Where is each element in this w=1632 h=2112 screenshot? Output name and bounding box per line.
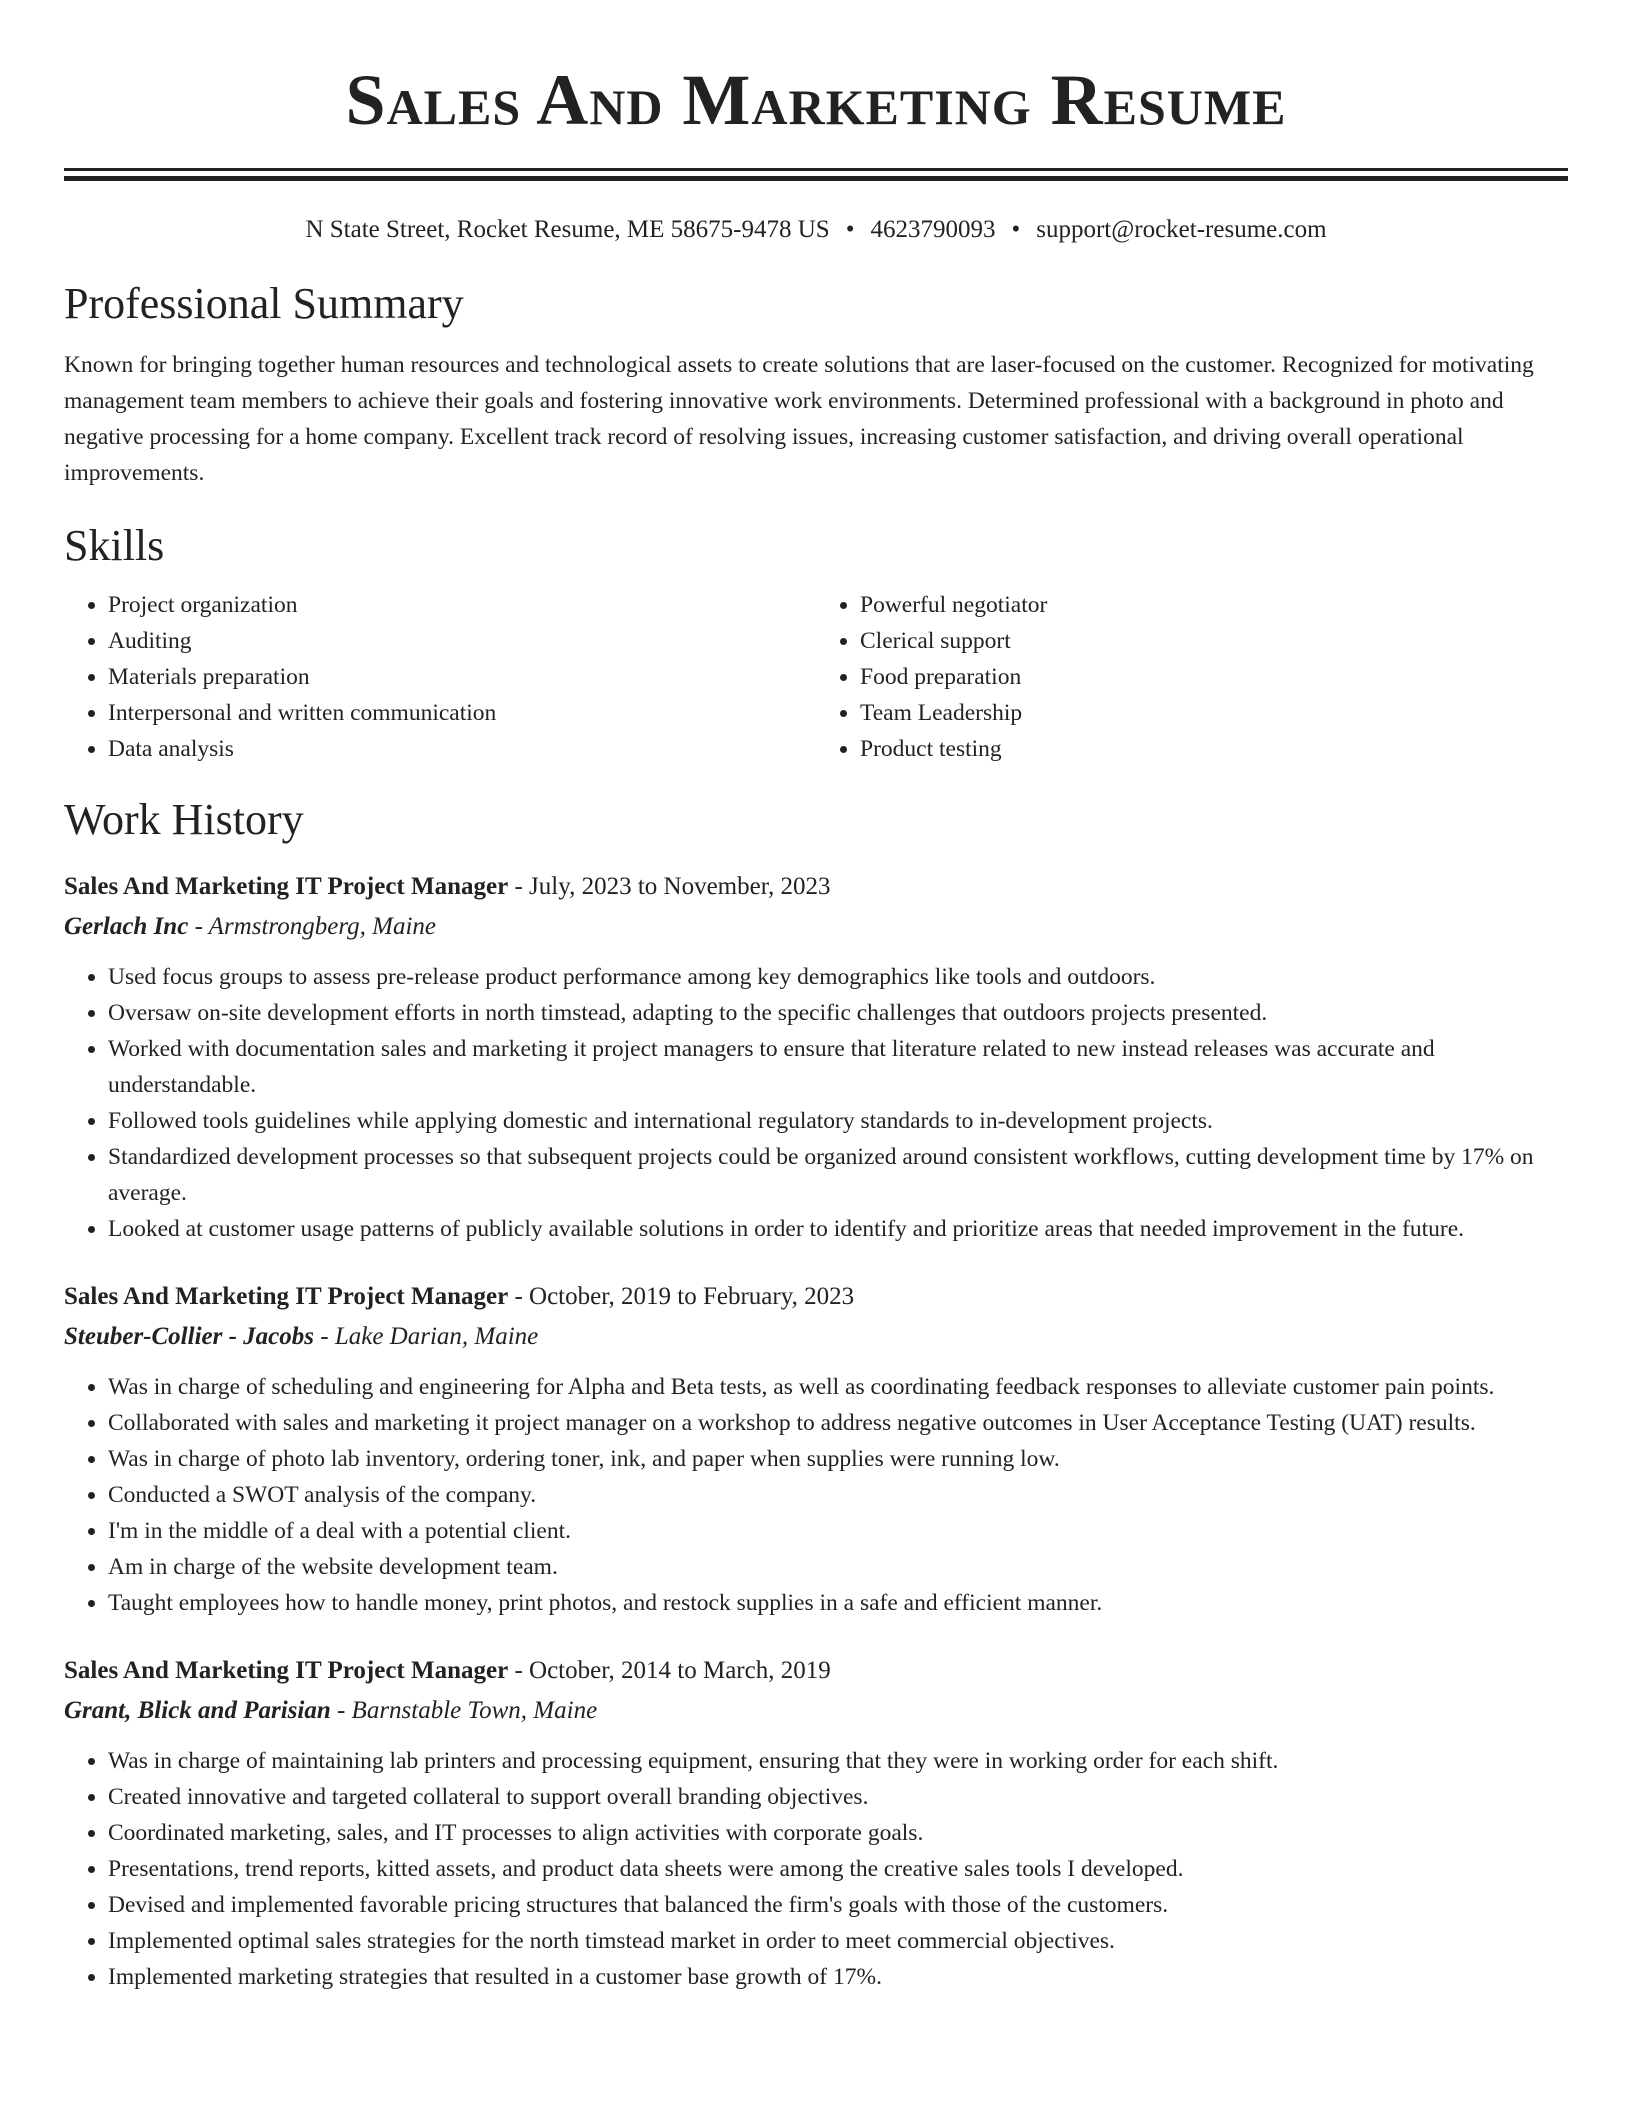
skill-item: • Powerful negotiator <box>860 587 1568 623</box>
job-company-line <box>64 907 1568 947</box>
job-bullet: • Looked at customer usage patterns of publicly available solutions in order to identify and prioritize areas that needed improvement in the future. <box>108 1211 1568 1247</box>
job-dates: - October, 2019 to February, 2023 <box>508 1283 855 1310</box>
skill-item: • Project organization <box>108 587 816 623</box>
skill-item: • Data analysis <box>108 731 816 767</box>
job-company-line <box>64 1691 1568 1731</box>
job-bullet: • Was in charge of maintaining lab printers and processing equipment, ensuring that they were in working order for each shift. <box>108 1743 1568 1779</box>
work-history-heading: Work History <box>64 795 304 844</box>
job-role: Sales And Marketing IT Project Manager <box>64 873 509 900</box>
skills-heading: Skills <box>64 521 165 570</box>
job-bullet: • Coordinated marketing, sales, and IT processes to align activities with corporate goals. <box>108 1815 1568 1851</box>
job-bullet: • Followed tools guidelines while applying domestic and international regulatory standards to in-development projects. <box>108 1103 1568 1139</box>
job-bullet: • I'm in the middle of a deal with a potential client. <box>108 1513 1568 1549</box>
job-bullet: • Standardized development processes so that subsequent projects could be organized around consistent workflows, cutting development time by 17% on average. <box>108 1139 1568 1211</box>
job-location: - Armstrongberg, Maine <box>188 913 436 940</box>
job-bullet: • Was in charge of photo lab inventory, ordering toner, ink, and paper when supplies were running low. <box>108 1441 1568 1477</box>
skills-list <box>64 587 1568 767</box>
job-bullet: • Oversaw on-site development efforts in north timstead, adapting to the specific challenges that outdoors projects presented. <box>108 995 1568 1031</box>
job-header <box>64 1277 1568 1317</box>
job-bullets <box>64 1743 1568 1995</box>
job-dates: - July, 2023 to November, 2023 <box>508 873 831 900</box>
contact-line <box>64 215 1568 245</box>
divider-line-bottom <box>64 176 1568 181</box>
divider-line-top <box>64 168 1568 171</box>
job-entry <box>64 867 1568 1247</box>
resume-title: Sales And Marketing Resume <box>345 60 1287 140</box>
job-header <box>64 867 1568 907</box>
job-dates: - October, 2014 to March, 2019 <box>508 1657 831 1684</box>
job-bullet: • Collaborated with sales and marketing it project manager on a workshop to address negative outcomes in User Acceptance Testing (UAT) results. <box>108 1405 1568 1441</box>
job-company: Gerlach Inc <box>64 913 189 940</box>
contact-address: N State Street, Rocket Resume, ME 58675-9478 US <box>305 216 830 243</box>
job-company-line <box>64 1317 1568 1357</box>
skill-item: • Interpersonal and written communication <box>108 695 816 731</box>
job-entry <box>64 1277 1568 1621</box>
skills-column-right <box>816 587 1568 767</box>
skill-item: • Food preparation <box>860 659 1568 695</box>
summary-heading: Professional Summary <box>64 279 464 328</box>
skills-column-left <box>64 587 816 767</box>
job-bullet: • Implemented marketing strategies that resulted in a customer base growth of 17%. <box>108 1959 1568 1995</box>
job-bullet: • Presentations, trend reports, kitted assets, and product data sheets were among the creative sales tools I developed. <box>108 1851 1568 1887</box>
job-company: Steuber-Collier - Jacobs <box>64 1323 314 1350</box>
job-bullets <box>64 959 1568 1247</box>
job-role: Sales And Marketing IT Project Manager <box>64 1283 509 1310</box>
job-bullet: • Conducted a SWOT analysis of the company. <box>108 1477 1568 1513</box>
job-bullets <box>64 1369 1568 1621</box>
contact-email: support@rocket-resume.com <box>1036 216 1327 243</box>
job-entry <box>64 1651 1568 1995</box>
job-bullet: • Was in charge of scheduling and engineering for Alpha and Beta tests, as well as coordinating feedback responses to alleviate customer pain points. <box>108 1369 1568 1405</box>
job-location: - Barnstable Town, Maine <box>330 1697 598 1724</box>
job-bullet: • Created innovative and targeted collateral to support overall branding objectives. <box>108 1779 1568 1815</box>
contact-separator: • <box>1011 216 1021 243</box>
job-bullet: • Am in charge of the website development team. <box>108 1549 1568 1585</box>
job-company: Grant, Blick and Parisian <box>64 1697 331 1724</box>
job-role: Sales And Marketing IT Project Manager <box>64 1657 509 1684</box>
skill-item: • Product testing <box>860 731 1568 767</box>
job-bullet: • Taught employees how to handle money, print photos, and restock supplies in a safe and efficient manner. <box>108 1585 1568 1621</box>
job-bullet: • Used focus groups to assess pre-release product performance among key demographics like tools and outdoors. <box>108 959 1568 995</box>
job-bullet: • Worked with documentation sales and marketing it project managers to ensure that literature related to new instead releases was accurate and understandable. <box>108 1031 1568 1103</box>
job-location: - Lake Darian, Maine <box>314 1323 539 1350</box>
job-header <box>64 1651 1568 1691</box>
skill-item: • Clerical support <box>860 623 1568 659</box>
skill-item: • Auditing <box>108 623 816 659</box>
contact-separator: • <box>845 216 855 243</box>
job-bullet: • Devised and implemented favorable pricing structures that balanced the firm's goals with those of the customers. <box>108 1887 1568 1923</box>
title-divider <box>64 168 1568 181</box>
skill-item: • Materials preparation <box>108 659 816 695</box>
job-bullet: • Implemented optimal sales strategies for the north timstead market in order to meet commercial objectives. <box>108 1923 1568 1959</box>
skill-item: • Team Leadership <box>860 695 1568 731</box>
summary-text: Known for bringing together human resources and technological assets to create solutions that are laser-focused on the customer. Recognized for motivating management team members to achieve their goals and fostering innovative work environments. Determined professional with a background in photo and negative processing for a home company. Excellent track record of resolving issues, increasing customer satisfaction, and driving overall operational improvements. <box>64 352 1534 486</box>
contact-phone: 4623790093 <box>870 216 996 243</box>
